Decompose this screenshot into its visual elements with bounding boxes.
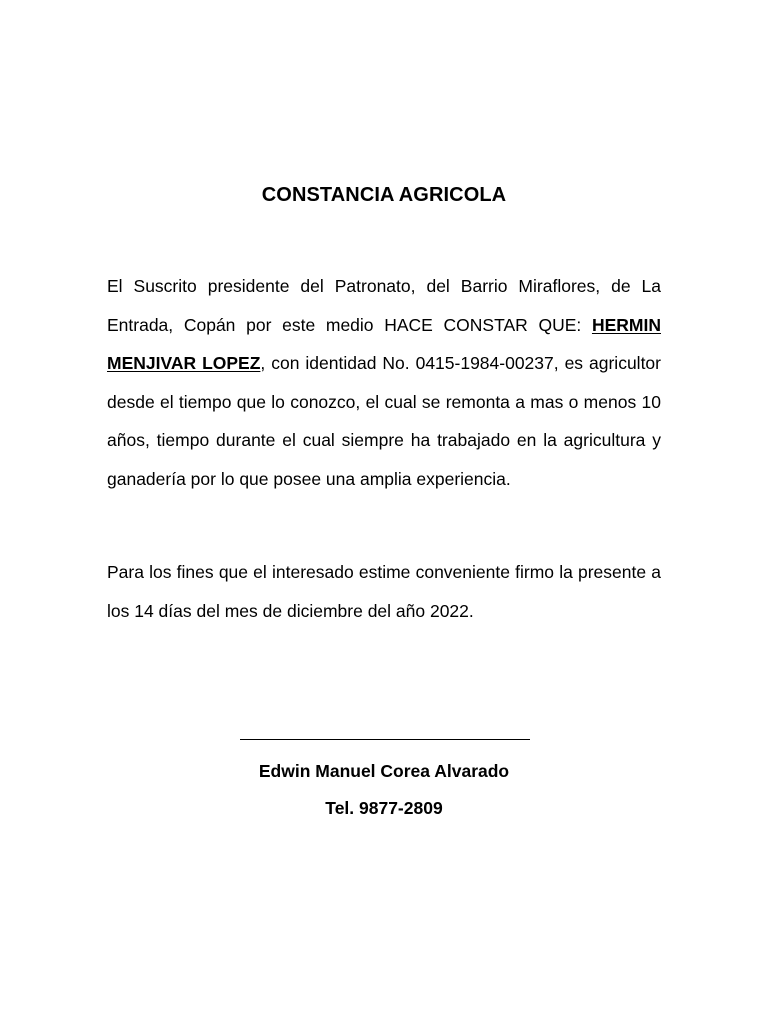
signature-line <box>240 739 530 740</box>
signer-phone: Tel. 9877-2809 <box>325 798 443 818</box>
document-title: CONSTANCIA AGRICOLA <box>261 184 507 206</box>
paragraph-details-text: , con identidad No. 0415-1984-00237, es agricultor desde el tiempo que lo conozco, el cual se remonta a mas o menos 10 años, tiempo durante el cual siempre ha trabajado en la agricultura y ganadería por lo que posee una amplia experiencia. <box>107 353 661 489</box>
closing-paragraph: Para los fines que el interesado estime conveniente firmo la presente a los 14 días del mes de diciembre del año 2022. <box>107 562 661 621</box>
certification-paragraph <box>107 267 661 498</box>
certified-person-name: HERMIN MENJIVAR LOPEZ <box>107 314 661 373</box>
signer-name: Edwin Manuel Corea Alvarado <box>258 761 510 781</box>
paragraph-intro-text: El Suscrito presidente del Patronato, del Barrio Miraflores, de La Entrada, Copán por este medio HACE CONSTAR QUE: <box>107 276 661 335</box>
